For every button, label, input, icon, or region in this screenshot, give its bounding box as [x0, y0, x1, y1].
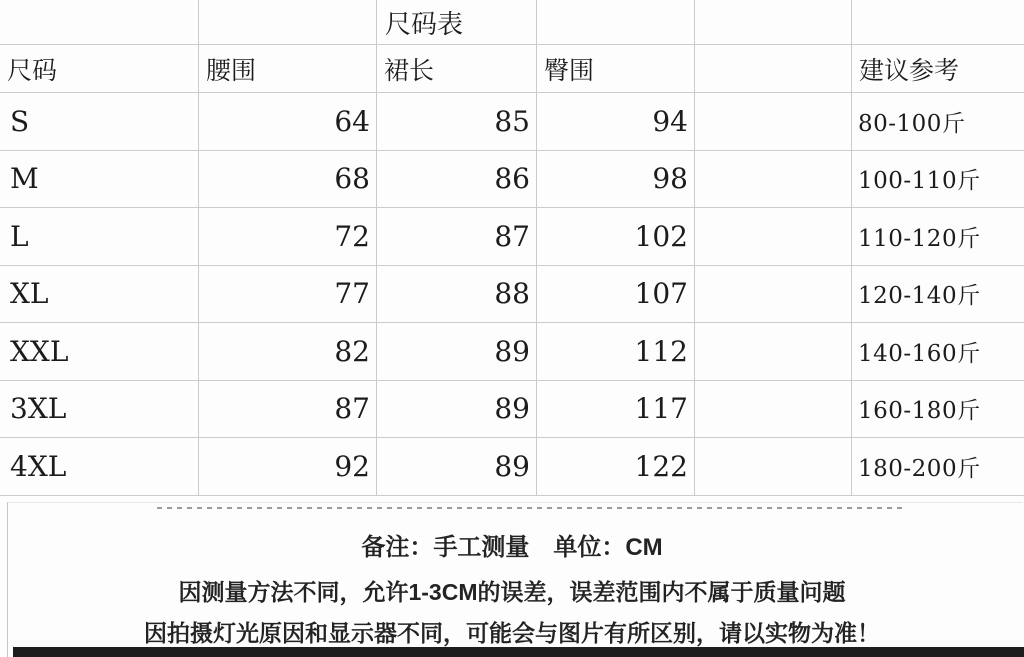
- bottom-bar: [13, 647, 1024, 657]
- header-skirt-length: 裙长: [377, 45, 537, 93]
- header-waist: 腰围: [199, 45, 377, 93]
- note-remark: 备注：手工测量 单位：CM: [361, 534, 663, 561]
- cell-weight-ref: 140-160斤: [852, 323, 1024, 381]
- cell-size: 3XL: [0, 381, 199, 439]
- cell-weight-ref: 80-100斤: [852, 93, 1024, 151]
- cell-spacer: [695, 438, 852, 496]
- cell-skirt-length: 89: [377, 438, 537, 496]
- cell-size: XXL: [0, 323, 199, 381]
- cell-skirt-length: 89: [377, 381, 537, 439]
- dashed-divider: [157, 507, 904, 509]
- cell-weight-ref: 100-110斤: [852, 151, 1024, 209]
- cell-waist: 82: [199, 323, 377, 381]
- cell-waist: 68: [199, 151, 377, 209]
- cell-spacer: [695, 323, 852, 381]
- cell-hip: 117: [537, 381, 695, 439]
- table-title: 尺码表: [377, 0, 537, 45]
- cell-waist: 72: [199, 208, 377, 266]
- cell-hip: 112: [537, 323, 695, 381]
- cell-waist: 77: [199, 266, 377, 324]
- cell-spacer: [695, 208, 852, 266]
- cell-waist: 64: [199, 93, 377, 151]
- cell-size: XL: [0, 266, 199, 324]
- cell-size: M: [0, 151, 199, 209]
- title-row-spacer: [0, 0, 199, 45]
- header-size: 尺码: [0, 45, 199, 93]
- title-row-spacer: [695, 0, 852, 45]
- cell-skirt-length: 85: [377, 93, 537, 151]
- note-disclaimer: 因拍摄灯光原因和显示器不同，可能会与图片有所区别，请以实物为准！: [144, 620, 880, 646]
- cell-spacer: [695, 381, 852, 439]
- cell-skirt-length: 86: [377, 151, 537, 209]
- cell-waist: 92: [199, 438, 377, 496]
- header-weight-ref: 建议参考: [852, 45, 1024, 93]
- cell-hip: 122: [537, 438, 695, 496]
- cell-hip: 94: [537, 93, 695, 151]
- header-empty: [695, 45, 852, 93]
- title-row-spacer: [537, 0, 695, 45]
- title-row-spacer: [852, 0, 1024, 45]
- title-row-spacer: [199, 0, 377, 45]
- cell-waist: 87: [199, 381, 377, 439]
- cell-hip: 98: [537, 151, 695, 209]
- cell-skirt-length: 87: [377, 208, 537, 266]
- header-hip: 臀围: [537, 45, 695, 93]
- cell-size: L: [0, 208, 199, 266]
- cell-weight-ref: 160-180斤: [852, 381, 1024, 439]
- cell-spacer: [695, 93, 852, 151]
- cell-size: 4XL: [0, 438, 199, 496]
- cell-size: S: [0, 93, 199, 151]
- note-tolerance: 因测量方法不同，允许1-3CM的误差，误差范围内不属于质量问题: [178, 579, 846, 605]
- cell-skirt-length: 89: [377, 323, 537, 381]
- cell-spacer: [695, 151, 852, 209]
- cell-hip: 107: [537, 266, 695, 324]
- cell-weight-ref: 110-120斤: [852, 208, 1024, 266]
- cell-weight-ref: 180-200斤: [852, 438, 1024, 496]
- cell-skirt-length: 88: [377, 266, 537, 324]
- cell-spacer: [695, 266, 852, 324]
- cell-weight-ref: 120-140斤: [852, 266, 1024, 324]
- cell-hip: 102: [537, 208, 695, 266]
